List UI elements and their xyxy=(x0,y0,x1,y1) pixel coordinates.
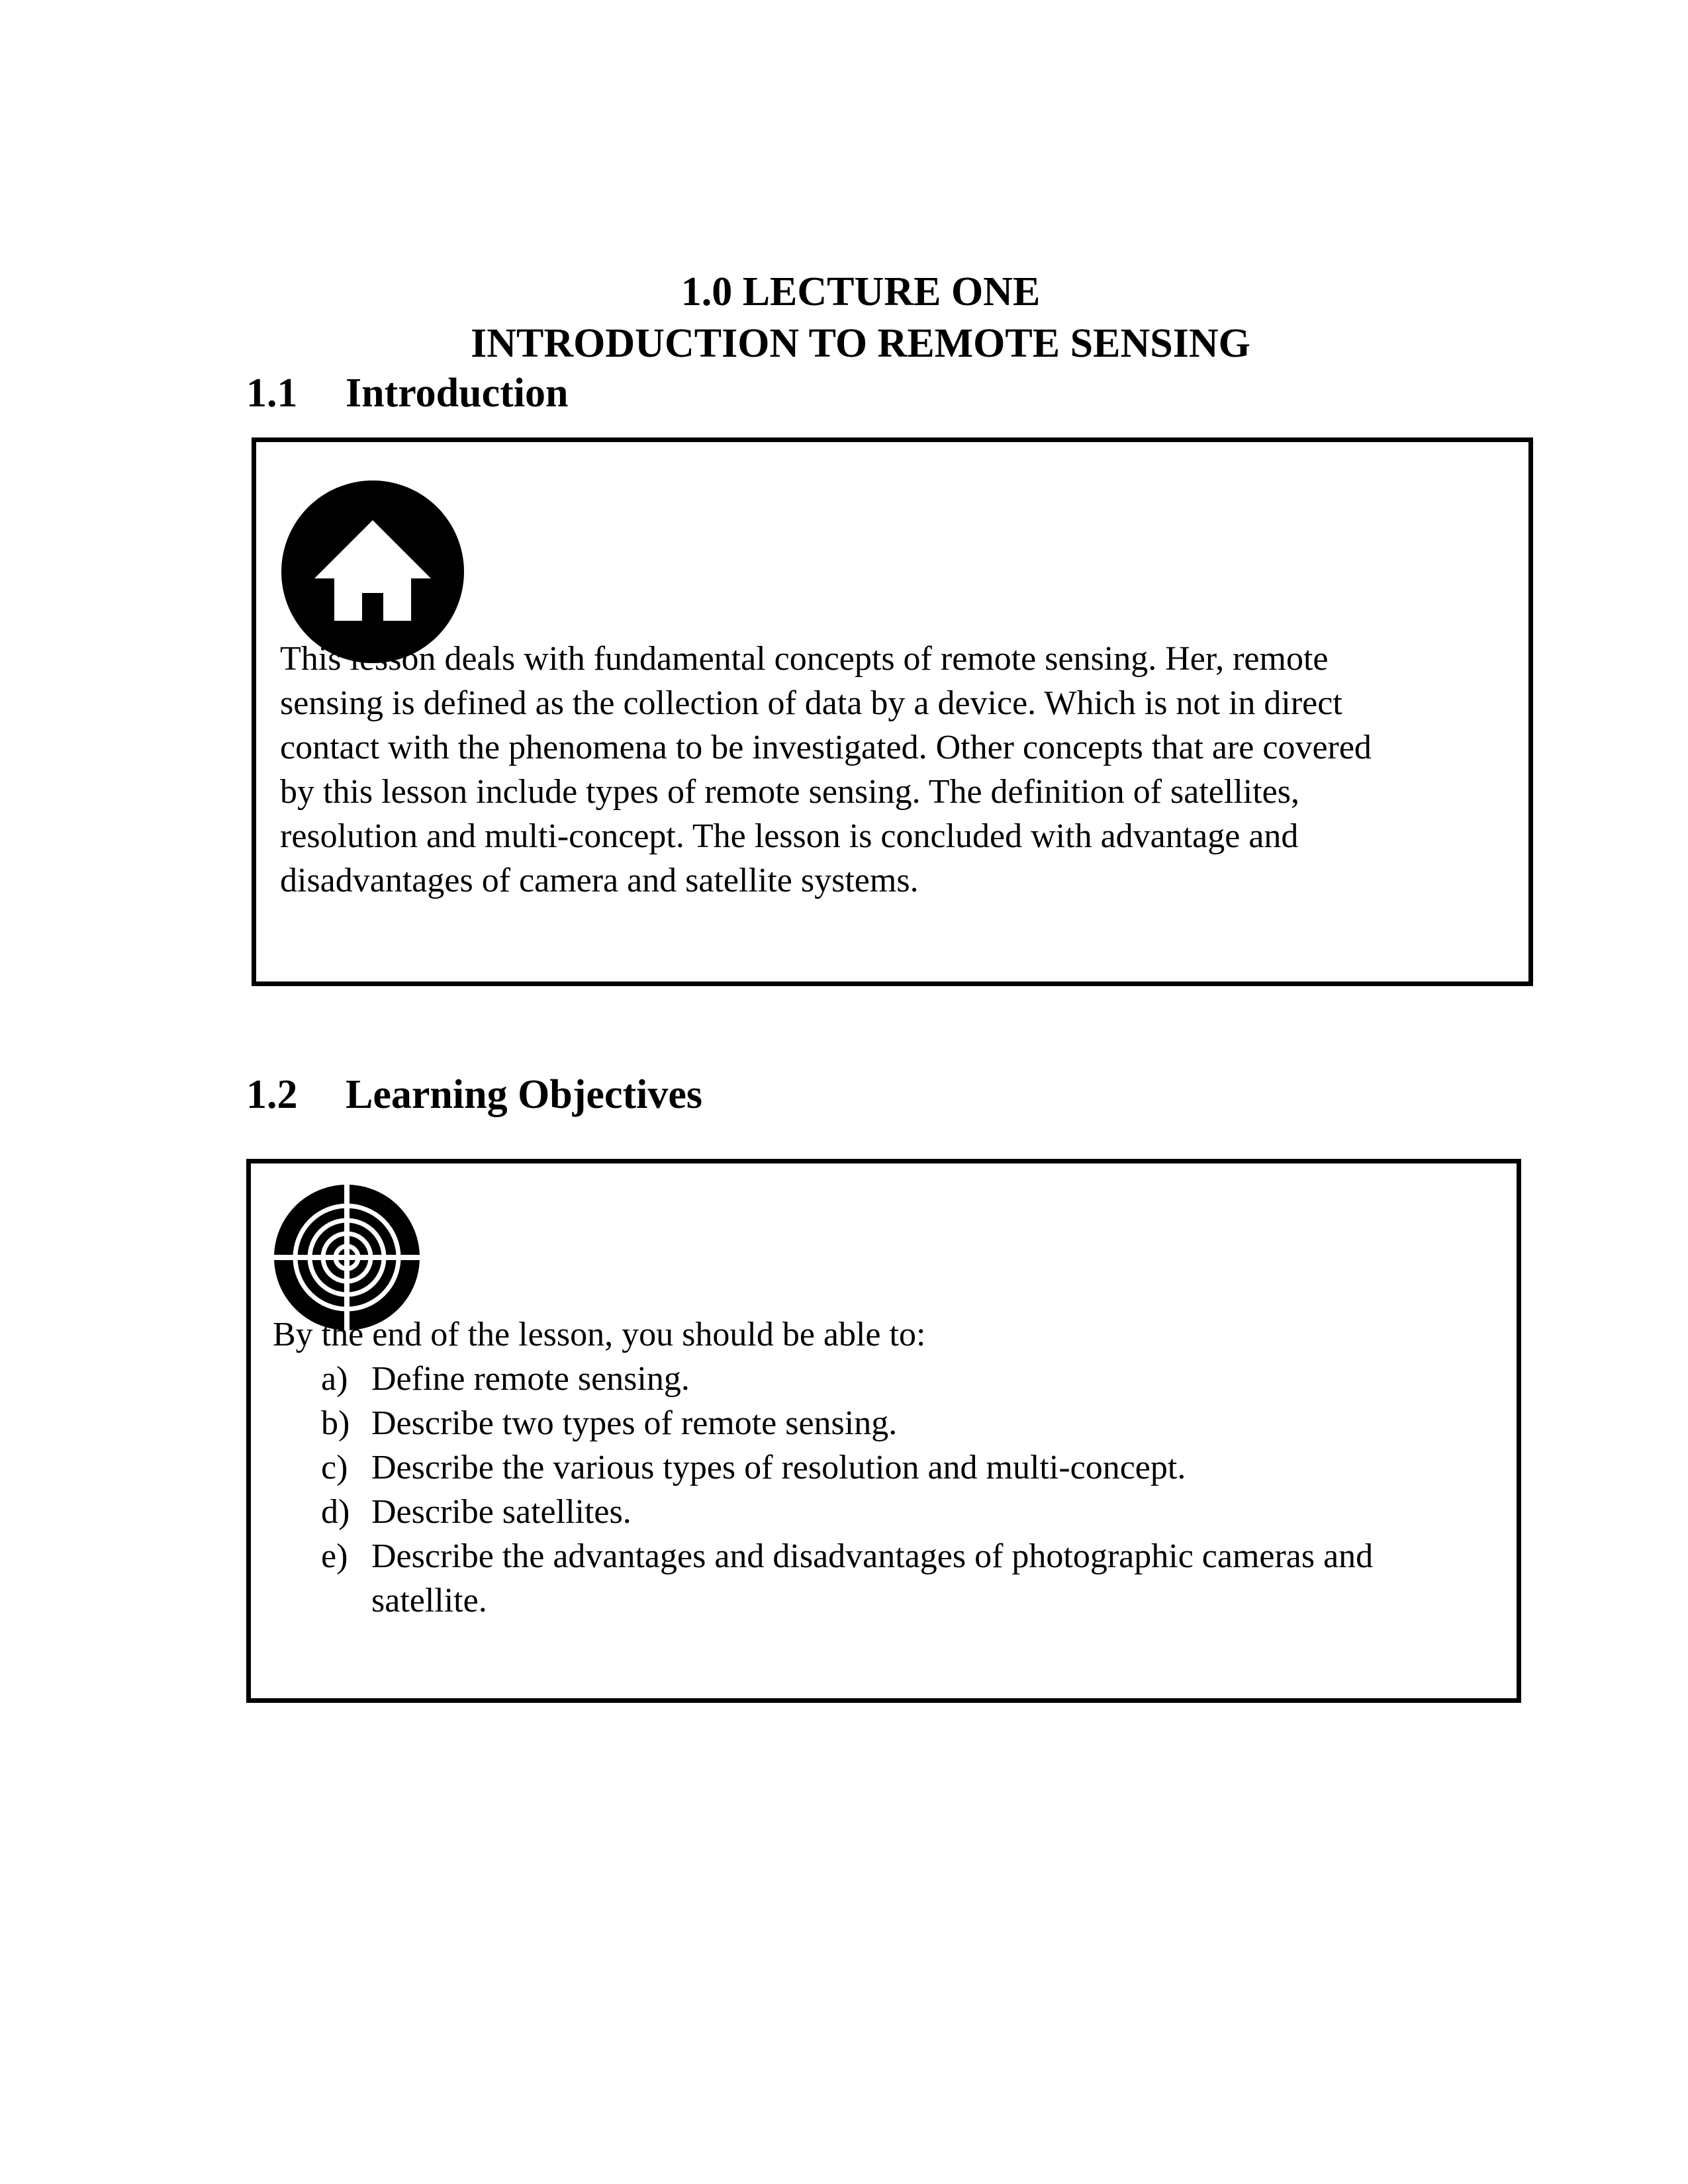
objective-item xyxy=(273,1534,1373,1578)
objective-text: Define remote sensing. xyxy=(371,1360,690,1398)
list-marker: d) xyxy=(321,1493,350,1531)
paragraph-line: by this lesson include types of remote sensing. The definition of satellites, xyxy=(280,773,1299,811)
list-marker: c) xyxy=(321,1449,348,1486)
lecture-main-title: INTRODUCTION TO REMOTE SENSING xyxy=(471,321,1250,366)
objective-text: Describe the advantages and disadvantages of photographic cameras and xyxy=(371,1537,1374,1575)
objective-text: Describe satellites. xyxy=(371,1493,632,1531)
section-heading-objectives xyxy=(246,1074,842,1120)
objective-text: Describe two types of remote sensing. xyxy=(371,1404,898,1442)
section-number: 1.2 xyxy=(246,1072,298,1117)
objective-item xyxy=(273,1445,1373,1490)
objective-text: Describe the various types of resolution and multi-concept. xyxy=(371,1449,1186,1486)
paragraph-line: This lesson deals with fundamental concepts of remote sensing. Her, remote xyxy=(280,640,1329,678)
objective-item xyxy=(273,1357,1373,1401)
list-marker: b) xyxy=(321,1404,350,1442)
section-number: 1.1 xyxy=(246,371,298,416)
section-title: Learning Objectives xyxy=(346,1072,702,1117)
paragraph-line: sensing is defined as the collection of data by a device. Which is not in direct xyxy=(280,684,1342,722)
list-marker: a) xyxy=(321,1360,348,1398)
introduction-paragraph xyxy=(280,637,1372,903)
lecture-number-title: 1.0 LECTURE ONE xyxy=(680,269,1041,314)
objective-item xyxy=(273,1490,1373,1534)
objective-text-continuation: satellite. xyxy=(371,1582,487,1619)
objectives-content xyxy=(273,1312,1373,1623)
list-marker: e) xyxy=(321,1537,348,1575)
introduction-box xyxy=(252,437,1533,986)
objectives-box xyxy=(246,1159,1521,1703)
paragraph-line: disadvantages of camera and satellite systems. xyxy=(280,862,919,899)
objective-item xyxy=(273,1401,1373,1445)
section-heading-introduction xyxy=(246,373,842,419)
objectives-lead: By the end of the lesson, you should be able to: xyxy=(273,1316,926,1353)
paragraph-line: contact with the phenomena to be investigated. Other concepts that are covered xyxy=(280,729,1372,766)
section-title: Introduction xyxy=(346,371,569,416)
paragraph-line: resolution and multi-concept. The lesson is concluded with advantage and xyxy=(280,817,1299,855)
